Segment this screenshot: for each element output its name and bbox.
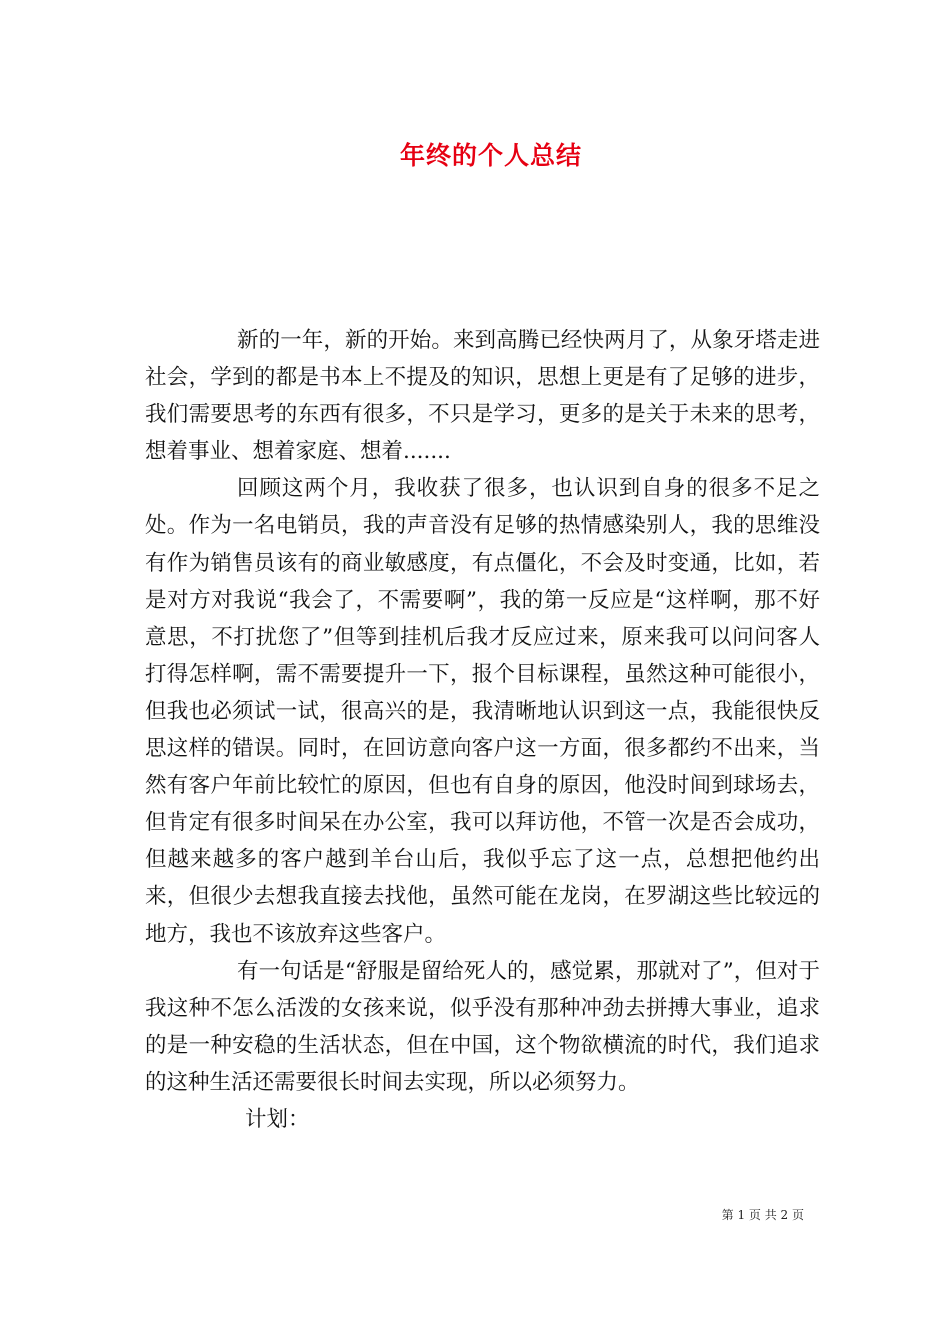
paragraph-2: 回顾这两个月，我收获了很多，也认识到自身的很多不足之处。作为一名电销员，我的声音没有足够的热情感染别人，我的思维没有作为销售员该有的商业敏感度，有点僵化，不会及时变通，比如，若是对方对我说“我会了，不需要啊”，我的第一反应是“这样啊，那不好意思，不打扰您了”但等到挂机后我才反应过来，原来我可以问问客人打得怎样啊，需不需要提升一下，报个目标课程，虽然这种可能很小，但我也必须试一试，很高兴的是，我清晰地认识到这一点，我能很快反思这样的错误。同时，在回访意向客户这一方面，很多都约不出来，当然有客户年前比较忙的原因，但也有自身的原因，他没时间到球场去，但肯定有很多时间呆在办公室，我可以拜访他，不管一次是否会成功，但越来越多的客户越到羊台山后，我似乎忘了这一点，总想把他约出来，但很少去想我直接去找他，虽然可能在龙岗，在罗湖这些比较远的地方，我也不该放弃这些客户。 xyxy=(145,476,820,947)
paragraph-3: 有一句话是“舒服是留给死人的，感觉累，那就对了”，但对于我这种不怎么活泼的女孩来说，似乎没有那种冲劲去拼搏大事业，追求的是一种安稳的生活状态，但在中国，这个物欲横流的时代，我们追求的这种生活还需要很长时间去实现，所以必须努力。 xyxy=(145,958,820,1095)
paragraph-1: 新的一年，新的开始。来到高腾已经快两月了，从象牙塔走进社会，学到的都是书本上不提及的知识，思想上更是有了足够的进步，我们需要思考的东西有很多，不只是学习，更多的是关于未来的思考，想着事业、想着家庭、想着....... xyxy=(145,328,820,465)
paragraph-plan: 计划： xyxy=(245,1106,310,1132)
document-body xyxy=(145,322,820,1138)
page-number-footer: 第 1 页 共 2 页 xyxy=(721,1208,804,1222)
document-title: 年终的个人总结 xyxy=(400,141,583,170)
